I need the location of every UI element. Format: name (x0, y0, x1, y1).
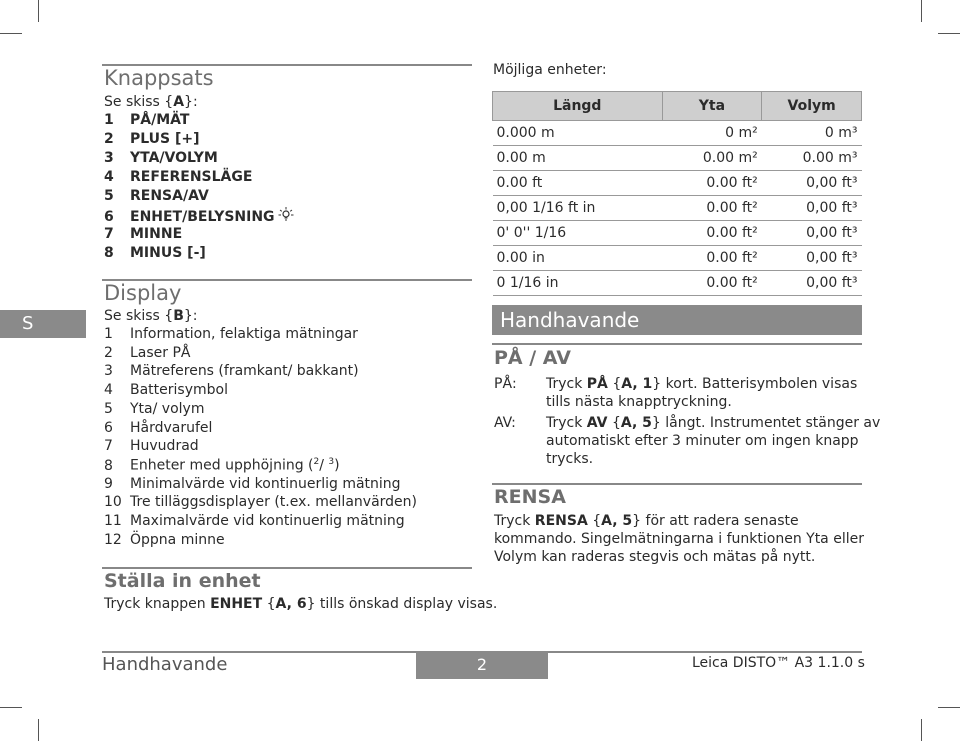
table-row (493, 146, 862, 171)
display-title: Display (104, 281, 182, 305)
display-item: 12 Öppna minne (104, 531, 225, 548)
display-item: 4 Batterisymbol (104, 382, 228, 399)
language-tab: S (0, 310, 86, 338)
table-cell: 0,00 ft³ (762, 246, 862, 271)
knappsats-item: 4 REFERENSLÄGE (104, 169, 253, 185)
crop-mark (921, 719, 922, 741)
knappsats-item: 5 RENSA/AV (104, 188, 209, 204)
pa-label: PÅ: (494, 376, 517, 392)
col-header-yta: Yta (662, 92, 762, 121)
knappsats-item: 7 MINNE (104, 226, 183, 242)
table-cell: 0.00 ft (493, 171, 663, 196)
av-line2: automatiskt efter 3 minuter om ingen knapp (546, 433, 859, 449)
crop-mark (938, 33, 960, 34)
col-header-langd: Längd (493, 92, 663, 121)
table-cell: 0' 0'' 1/16 (493, 221, 663, 246)
av-line1: Tryck AV {A, 5} långt. Instrumentet stänger av (546, 415, 881, 431)
light-bulb-icon (278, 207, 294, 225)
pa-line1: Tryck PÅ {A, 1} kort. Batterisymbolen visas (546, 376, 858, 392)
section-rule (492, 343, 862, 345)
knappsats-intro: Se skiss {A}: (104, 94, 198, 110)
display-item: 1 Information, felaktiga mätningar (104, 326, 358, 342)
table-cell: 0.00 in (493, 246, 663, 271)
table-cell: 0,00 ft³ (762, 196, 862, 221)
display-item: 2 Laser PÅ (104, 344, 191, 361)
footer-rule (548, 651, 862, 653)
knappsats-item: 1 PÅ/MÄT (104, 112, 190, 128)
pa-line2: tills nästa knapptryckning. (546, 394, 732, 410)
table-cell: 0.00 ft² (662, 196, 762, 221)
units-table (492, 91, 862, 296)
table-row (493, 121, 862, 146)
section-rule (102, 567, 472, 569)
footer-product: Leica DISTO™ A3 1.1.0 s (692, 655, 865, 671)
display-item: 8 Enheter med upphöjning ($^2$/ $^3$) (104, 456, 340, 474)
table-cell: 0.00 ft² (662, 246, 762, 271)
table-cell: 0 m³ (762, 121, 862, 146)
crop-mark (38, 0, 39, 22)
col-header-volym: Volym (762, 92, 862, 121)
units-caption: Möjliga enheter: (493, 62, 607, 78)
display-item: 9 Minimalvärde vid kontinuerlig mätning (104, 475, 401, 492)
av-line3: trycks. (546, 451, 594, 467)
table-cell: 0,00 ft³ (762, 171, 862, 196)
page-number: 2 (416, 651, 548, 679)
display-item: 7 Huvudrad (104, 438, 199, 455)
table-cell: 0.00 m³ (762, 146, 862, 171)
table-cell: 0.00 m² (662, 146, 762, 171)
rensa-line3: Volym kan raderas stegvis och mätas på nytt. (494, 549, 816, 565)
knappsats-item: 8 MINUS [-] (104, 245, 206, 261)
knappsats-item: 2 PLUS [+] (104, 131, 200, 147)
table-row (493, 171, 862, 196)
display-item: 10 Tre tilläggsdisplayer (t.ex. mellanvärden) (104, 494, 417, 511)
section-rule (492, 483, 862, 485)
table-cell: 0,00 1/16 ft in (493, 196, 663, 221)
table-cell: 0,00 ft³ (762, 221, 862, 246)
table-row (493, 271, 862, 296)
table-cell: 0 1/16 in (493, 271, 663, 296)
footer-section: Handhavande (102, 654, 228, 675)
rensa-title: RENSA (494, 486, 566, 508)
handhavande-banner: Handhavande (492, 305, 862, 335)
crop-mark (0, 33, 22, 34)
pa-av-title: PÅ / AV (494, 347, 571, 369)
knappsats-item: 6 ENHET/BELYSNING (104, 207, 294, 225)
crop-mark (921, 0, 922, 22)
av-label: AV: (494, 415, 516, 431)
rensa-line1: Tryck RENSA {A, 5} för att radera senaste (494, 513, 799, 529)
table-cell: 0 m² (662, 121, 762, 146)
table-cell: 0.00 ft² (662, 271, 762, 296)
table-cell: 0.00 ft² (662, 171, 762, 196)
table-row (493, 246, 862, 271)
table-cell: 0.000 m (493, 121, 663, 146)
table-cell: 0.00 m (493, 146, 663, 171)
display-item: 11 Maximalvärde vid kontinuerlig mätning (104, 513, 405, 529)
crop-mark (0, 707, 22, 708)
table-row (493, 196, 862, 221)
footer-rule (102, 651, 416, 653)
crop-mark (38, 719, 39, 741)
rensa-line2: kommando. Singelmätningarna i funktionen Yta eller (494, 531, 864, 547)
knappsats-title: Knappsats (104, 66, 214, 90)
stalla-title: Ställa in enhet (104, 570, 261, 592)
display-item: 3 Mätreferens (framkant/ bakkant) (104, 363, 359, 380)
display-item: 6 Hårdvarufel (104, 419, 213, 436)
stalla-text: Tryck knappen ENHET {A, 6} tills önskad display visas. (104, 596, 498, 612)
crop-mark (938, 707, 960, 708)
knappsats-item: 3 YTA/VOLYM (104, 150, 218, 166)
display-item: 5 Yta/ volym (104, 400, 205, 417)
display-intro: Se skiss {B}: (104, 308, 198, 324)
table-row (493, 221, 862, 246)
table-cell: 0,00 ft³ (762, 271, 862, 296)
table-cell: 0.00 ft² (662, 221, 762, 246)
